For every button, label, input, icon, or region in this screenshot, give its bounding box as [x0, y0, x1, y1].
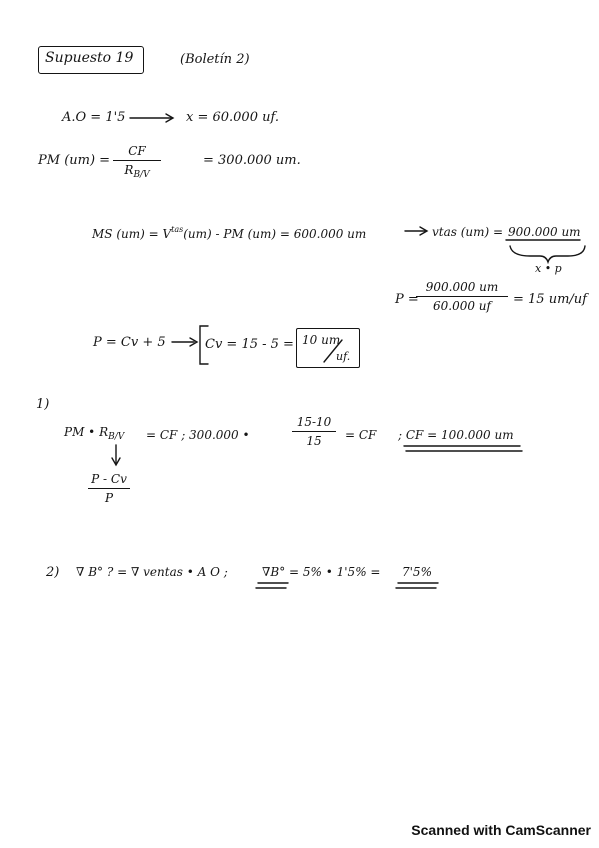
- section-1-below-fraction: [88, 472, 130, 505]
- section-1-label: 1): [36, 397, 50, 412]
- fraction-bar: [113, 160, 161, 161]
- section-2-final: 7'5%: [402, 565, 432, 579]
- ms-brace-label: x • p: [535, 262, 562, 275]
- x-equation: x = 60.000 uf.: [186, 110, 279, 125]
- p-fraction: [416, 280, 508, 313]
- cv-box-top: 10 um: [302, 333, 341, 347]
- pm-lhs: PM (um) =: [38, 153, 111, 168]
- section-2-label: 2): [46, 565, 60, 580]
- below-numerator: P - Cv: [91, 472, 127, 486]
- p-lhs: P =: [395, 292, 419, 307]
- arrow-head: [190, 338, 197, 346]
- arrow-head: [112, 458, 120, 465]
- pm-denominator: $R_{B/V}$: [124, 163, 150, 180]
- section-1-lhs: PM • $R_{B/V}$: [64, 425, 125, 442]
- pm-fraction: [113, 144, 161, 180]
- brace: [510, 246, 585, 262]
- p-denominator: 60.000 uf: [433, 299, 491, 313]
- ms-value: 900.000 um: [508, 225, 581, 239]
- document-title: Supuesto 19: [45, 50, 134, 66]
- p-numerator: 900.000 um: [425, 280, 499, 294]
- section-2-equation: ∇ B° ? = ∇ ventas • A O ;: [76, 565, 228, 579]
- ms-vtas: vtas (um) =: [432, 225, 504, 239]
- scanner-watermark: Scanned with CamScanner: [411, 822, 591, 838]
- document-subtitle: (Boletín 2): [180, 52, 250, 67]
- arrow-head: [420, 227, 427, 235]
- ao-equation: A.O = 1'5: [62, 110, 126, 125]
- section-1-numerator: 15-10: [296, 415, 332, 429]
- section-1-middle: = CF ; 300.000 •: [146, 428, 250, 442]
- pm-numerator: CF: [128, 144, 146, 158]
- section-1-denominator: 15: [306, 434, 322, 448]
- cv-equation: Cv = 15 - 5 =: [205, 337, 294, 352]
- section-2-result: ∇B° = 5% • 1'5% =: [262, 565, 381, 579]
- section-1-rhs: = CF: [345, 428, 377, 442]
- below-denominator: P: [104, 491, 114, 505]
- p-rhs: = 15 um/uf: [513, 292, 587, 307]
- cv-box-bottom: uf.: [336, 350, 351, 363]
- fraction-bar: [416, 296, 508, 297]
- ms-lhs: MS $(um) = V^{tas}(um)$ - PM (um) = 600.000 um: [92, 225, 367, 241]
- fraction-bar: [292, 431, 336, 432]
- section-1-result: ; CF = 100.000 um: [398, 428, 514, 442]
- section-1-fraction: [292, 415, 336, 448]
- fraction-bar: [88, 488, 130, 489]
- pm-rhs: = 300.000 um.: [203, 153, 301, 168]
- arrow-head: [166, 114, 173, 122]
- pcv-equation: P = Cv + 5: [93, 335, 166, 350]
